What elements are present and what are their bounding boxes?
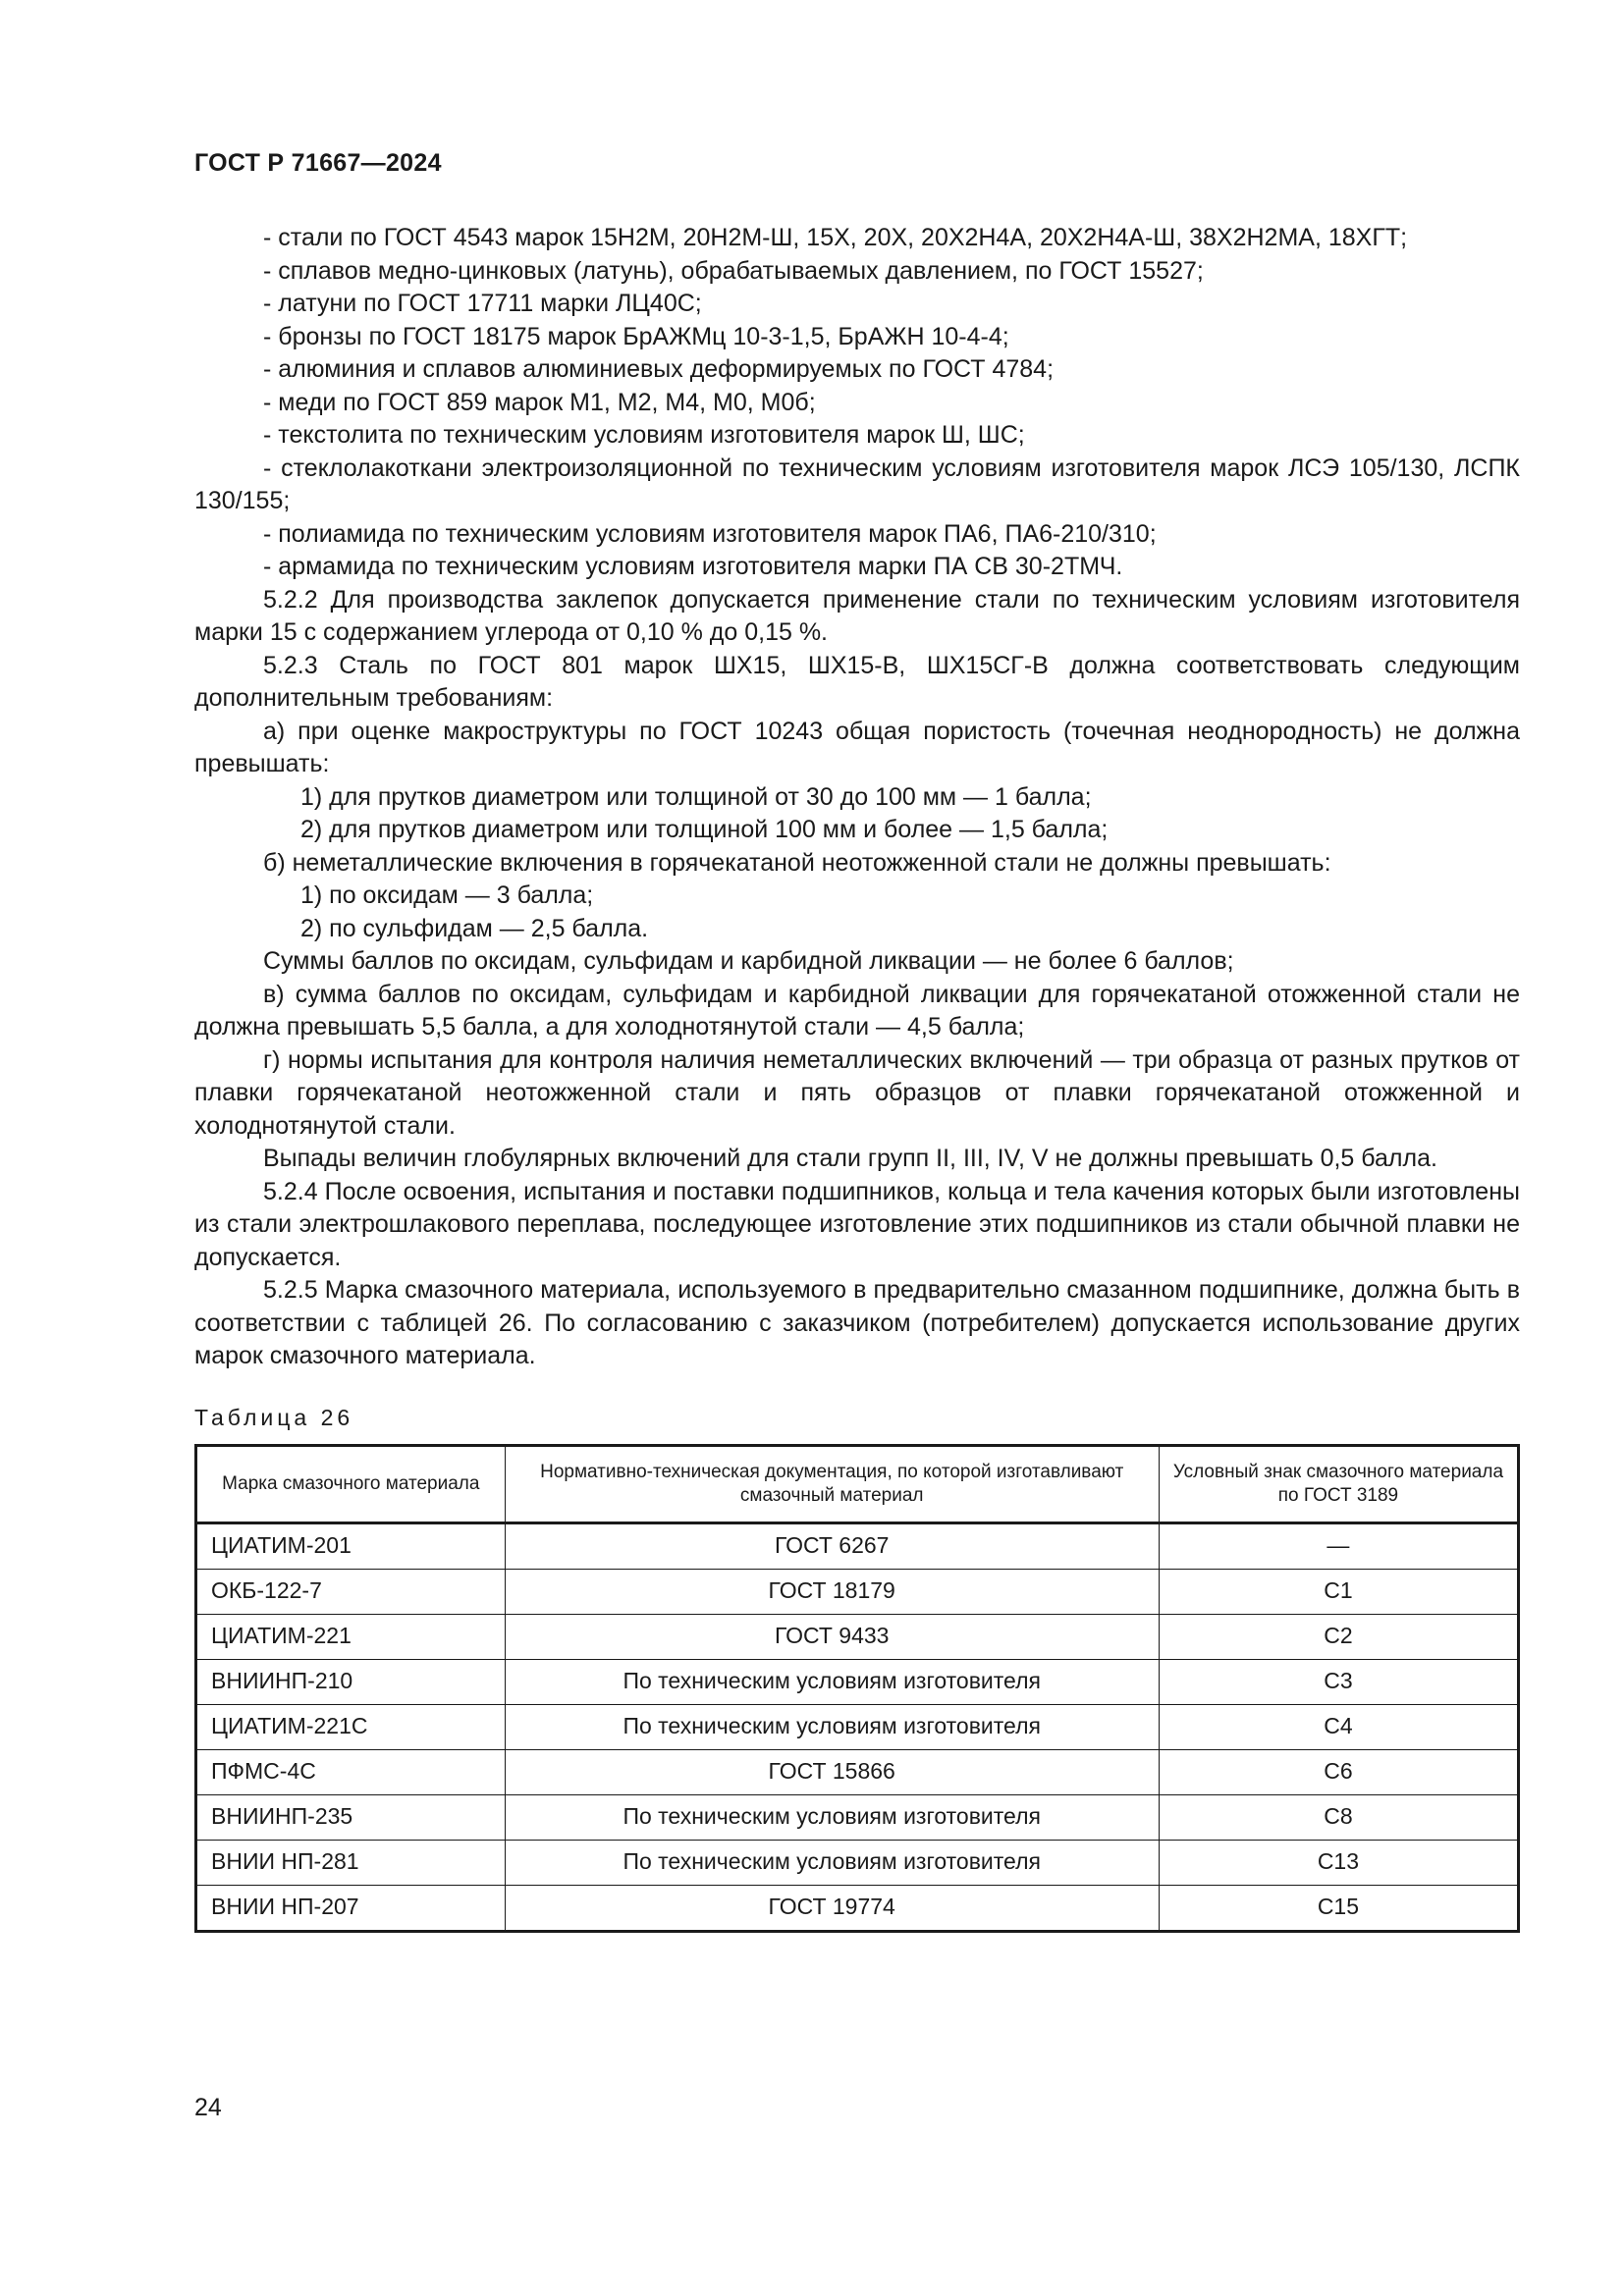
page-number: 24 — [194, 2094, 222, 2121]
cell-normative-document: По техническим условиям изготовителя — [505, 1840, 1159, 1885]
header-conventional-sign: Условный знак смазочного материала по ГОСТ 3189 — [1159, 1445, 1518, 1522]
paragraph: 2) для прутков диаметром или толщиной 100 мм и более — 1,5 балла; — [300, 816, 1109, 843]
paragraph: 1) по оксидам — 3 балла; — [300, 881, 594, 909]
cell-normative-document: ГОСТ 9433 — [505, 1614, 1159, 1659]
paragraph: - бронзы по ГОСТ 18175 марок БрАЖМц 10-3-1,5, БрАЖН 10-4-4; — [263, 322, 1009, 350]
document-body — [194, 222, 1520, 1933]
cell-lubricant-grade: ЦИАТИМ-221 — [196, 1614, 506, 1659]
cell-conventional-sign: С1 — [1159, 1569, 1518, 1614]
paragraph: 2) по сульфидам — 2,5 балла. — [300, 914, 649, 942]
cell-normative-document: По техническим условиям изготовителя — [505, 1704, 1159, 1749]
table-row — [196, 1794, 1519, 1840]
cell-lubricant-grade: ВНИИ НП-207 — [196, 1885, 506, 1931]
table-header-row — [196, 1445, 1519, 1522]
table-caption: Таблица 26 — [194, 1404, 354, 1430]
paragraph: 5.2.5 Марка смазочного материала, используемого в предварительно смазанном подшипнике, должна быть в соответствии с таблицей 26. По согласованию с заказчиком (потребителем) допускается использование других марок смазочного материала. — [194, 1276, 1520, 1369]
paragraph: Суммы баллов по оксидам, сульфидам и карбидной ликвации — не более 6 баллов; — [263, 947, 1234, 975]
paragraph: - армамида по техническим условиям изготовителя марки ПА СВ 30-2ТМЧ. — [263, 553, 1123, 580]
table-body — [196, 1522, 1519, 1931]
paragraph: - меди по ГОСТ 859 марок М1, М2, М4, М0, М0б; — [263, 388, 816, 416]
cell-lubricant-grade: ВНИИНП-210 — [196, 1659, 506, 1704]
paragraph: а) при оценке макроструктуры по ГОСТ 10243 общая пористость (точечная неоднородность) не должна превышать: — [194, 717, 1520, 777]
table-row — [196, 1840, 1519, 1885]
table-row — [196, 1522, 1519, 1569]
paragraph: 5.2.3 Сталь по ГОСТ 801 марок ШХ15, ШХ15-В, ШХ15СГ-В должна соответствовать следующим дополнительным требованиям: — [194, 651, 1520, 712]
cell-normative-document: ГОСТ 15866 — [505, 1749, 1159, 1794]
table-row — [196, 1704, 1519, 1749]
cell-lubricant-grade: ЦИАТИМ-221С — [196, 1704, 506, 1749]
header-normative-document: Нормативно-техническая документация, по которой изготавливают смазочный материал — [505, 1445, 1159, 1522]
lubricant-table — [194, 1444, 1520, 1933]
paragraph: - алюминия и сплавов алюминиевых деформируемых по ГОСТ 4784; — [263, 355, 1055, 383]
cell-conventional-sign: С13 — [1159, 1840, 1518, 1885]
paragraph: Выпады величин глобулярных включений для стали групп II, III, IV, V не должны превышать 0,5 балла. — [263, 1145, 1437, 1172]
paragraph-list — [194, 222, 1520, 1373]
cell-lubricant-grade: ВНИИНП-235 — [196, 1794, 506, 1840]
document-header: ГОСТ Р 71667—2024 — [194, 149, 442, 177]
paragraph: - стеклолакоткани электроизоляционной по техническим условиям изготовителя марок ЛСЭ 105/130, ЛСПК 130/155; — [194, 454, 1520, 514]
table-row — [196, 1569, 1519, 1614]
cell-normative-document: По техническим условиям изготовителя — [505, 1659, 1159, 1704]
cell-lubricant-grade: ПФМС-4С — [196, 1749, 506, 1794]
cell-lubricant-grade: ВНИИ НП-281 — [196, 1840, 506, 1885]
cell-conventional-sign: С4 — [1159, 1704, 1518, 1749]
cell-lubricant-grade: ЦИАТИМ-201 — [196, 1522, 506, 1569]
paragraph: - латуни по ГОСТ 17711 марки ЛЦ40С; — [263, 290, 702, 317]
paragraph: 5.2.4 После освоения, испытания и поставки подшипников, кольца и тела качения которых были изготовлены из стали электрошлакового переплава, последующее изготовление этих подшипников из стали обычной плавки не допускается. — [194, 1177, 1520, 1271]
cell-conventional-sign: С8 — [1159, 1794, 1518, 1840]
header-lubricant-grade: Марка смазочного материала — [196, 1445, 506, 1522]
table-row — [196, 1885, 1519, 1931]
cell-conventional-sign: С2 — [1159, 1614, 1518, 1659]
paragraph: в) сумма баллов по оксидам, сульфидам и карбидной ликвации для горячекатаной отожженной стали не должна превышать 5,5 балла, а для холоднотянутой стали — 4,5 балла; — [194, 980, 1520, 1041]
cell-normative-document: ГОСТ 6267 — [505, 1522, 1159, 1569]
paragraph: - текстолита по техническим условиям изготовителя марок Ш, ШС; — [263, 421, 1025, 449]
cell-conventional-sign: — — [1159, 1522, 1518, 1569]
paragraph: б) неметаллические включения в горячекатаной неотожженной стали не должны превышать: — [263, 848, 1331, 877]
paragraph: 1) для прутков диаметром или толщиной от 30 до 100 мм — 1 балла; — [300, 782, 1092, 811]
paragraph: - стали по ГОСТ 4543 марок 15Н2М, 20Н2М-Ш, 15Х, 20Х, 20Х2Н4А, 20Х2Н4А-Ш, 38Х2Н2МА, 18ХГТ; — [263, 224, 1408, 251]
table-row — [196, 1659, 1519, 1704]
paragraph: - полиамида по техническим условиям изготовителя марок ПА6, ПА6-210/310; — [263, 519, 1157, 548]
table-row — [196, 1614, 1519, 1659]
paragraph: - сплавов медно-цинковых (латунь), обрабатываемых давлением, по ГОСТ 15527; — [263, 256, 1204, 285]
cell-conventional-sign: С15 — [1159, 1885, 1518, 1931]
cell-conventional-sign: С3 — [1159, 1659, 1518, 1704]
cell-normative-document: ГОСТ 18179 — [505, 1569, 1159, 1614]
cell-lubricant-grade: ОКБ-122-7 — [196, 1569, 506, 1614]
paragraph: г) нормы испытания для контроля наличия неметаллических включений — три образца от разных прутков от плавки горячекатаной неотожженной стали и пять образцов от плавки горячекатаной отожженной и холоднотянутой стали. — [194, 1045, 1520, 1140]
cell-normative-document: ГОСТ 19774 — [505, 1885, 1159, 1931]
table-row — [196, 1749, 1519, 1794]
cell-conventional-sign: С6 — [1159, 1749, 1518, 1794]
paragraph: 5.2.2 Для производства заклепок допускается применение стали по техническим условиям изготовителя марки 15 с содержанием углерода от 0,10 % до 0,15 %. — [194, 585, 1520, 646]
cell-normative-document: По техническим условиям изготовителя — [505, 1794, 1159, 1840]
